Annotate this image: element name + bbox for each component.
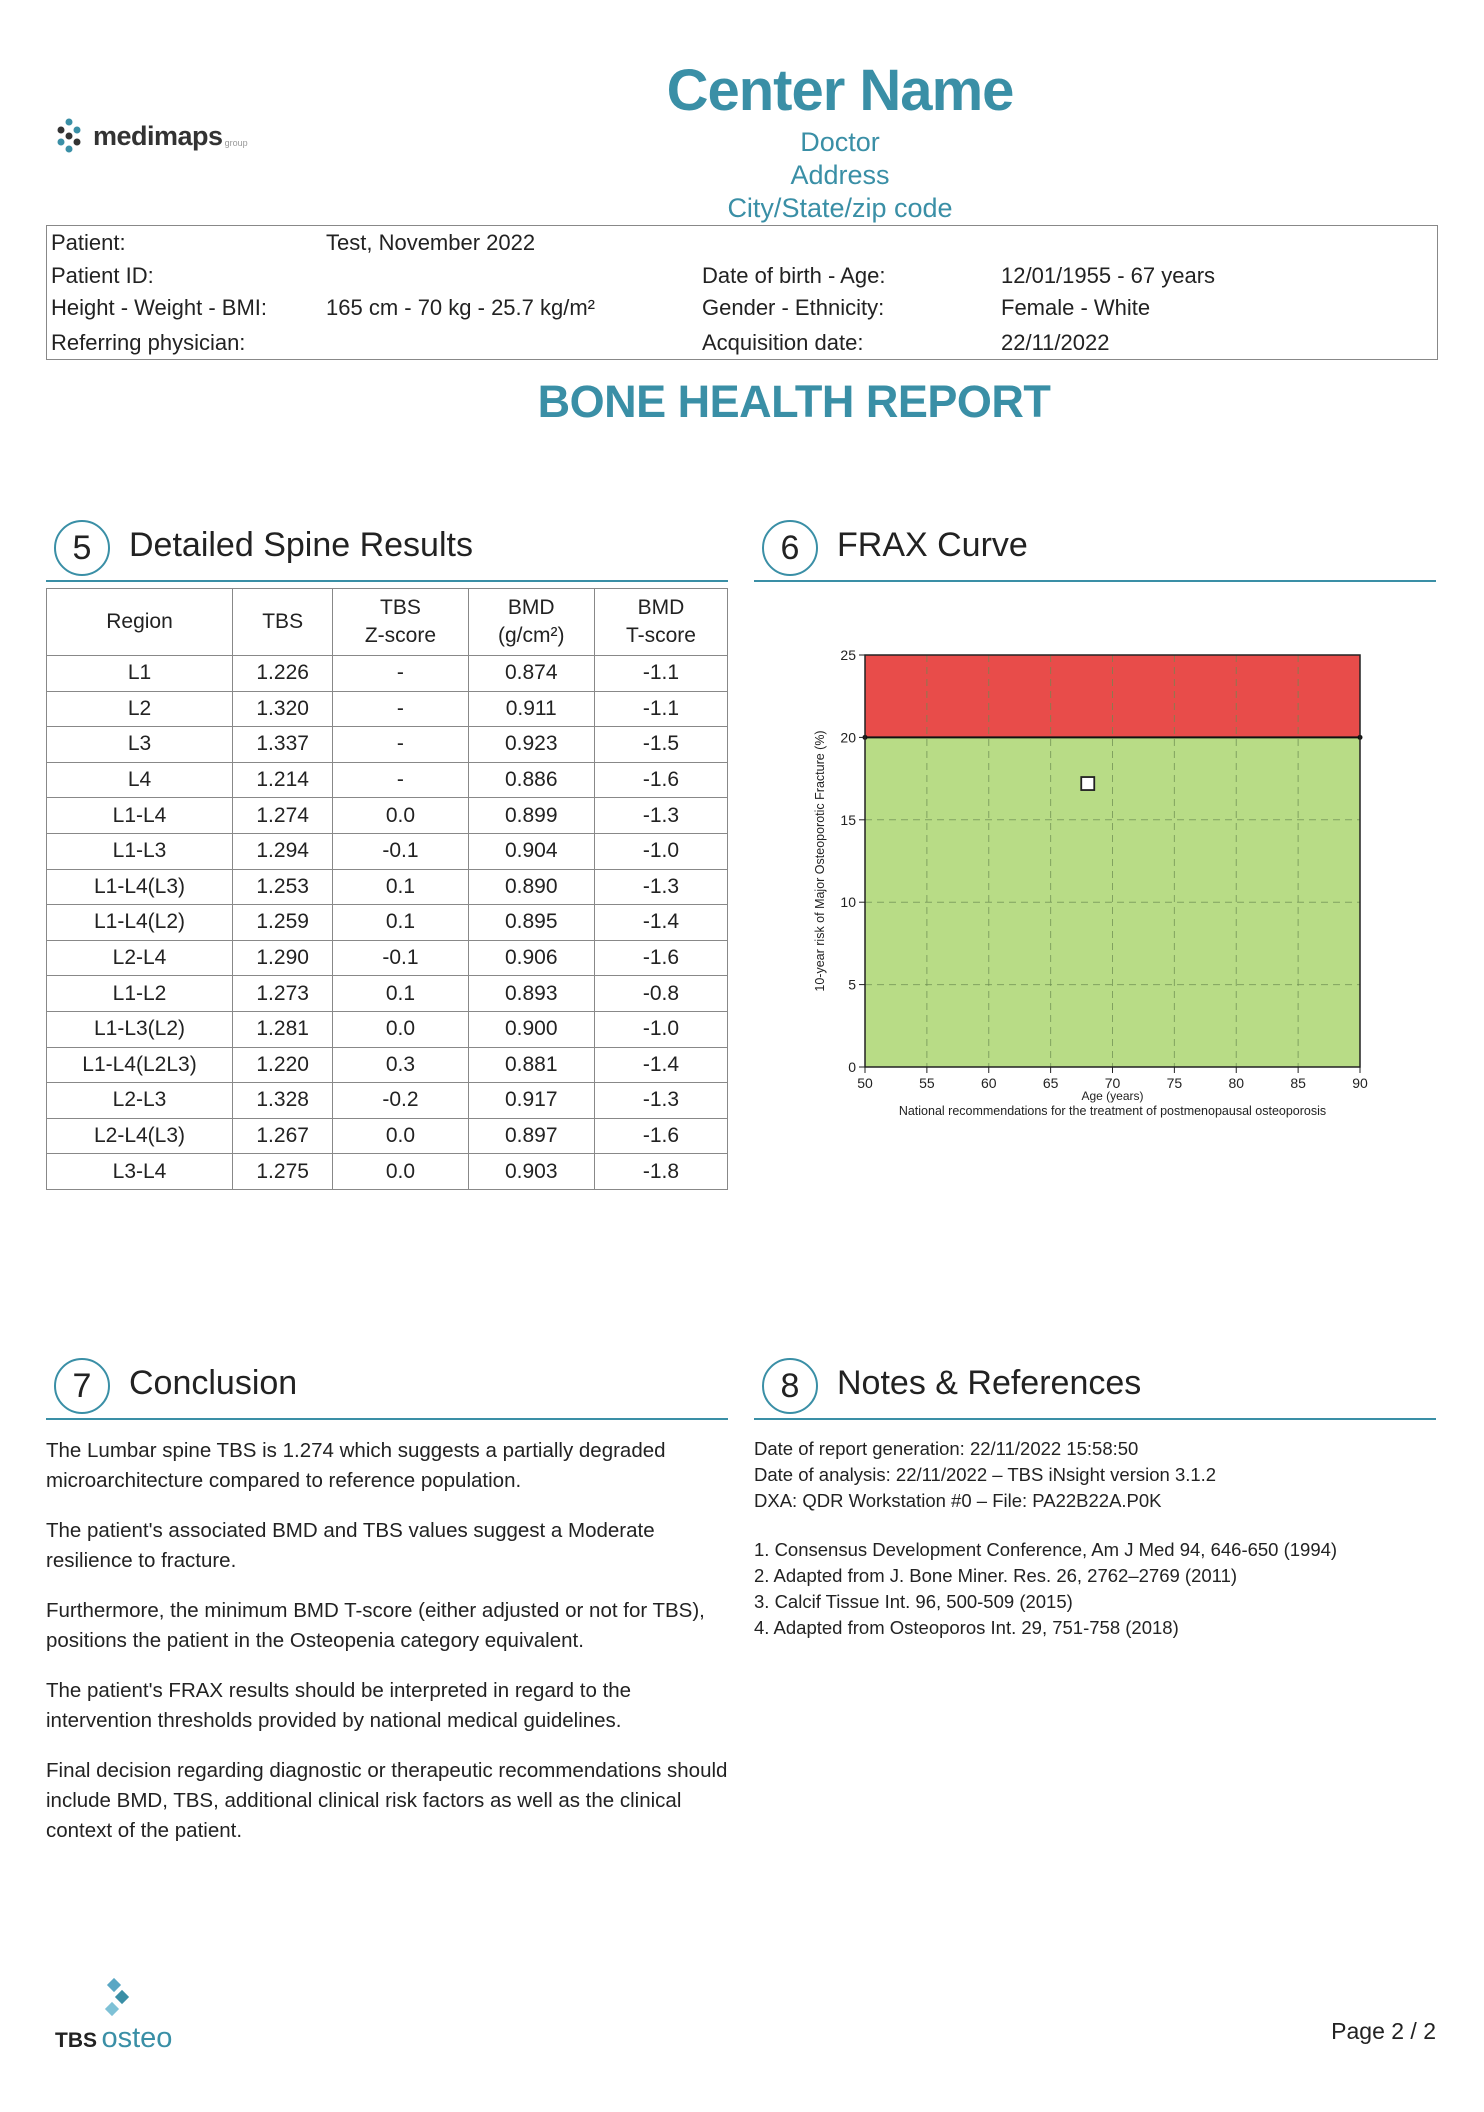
table-row (47, 762, 728, 798)
table-row (47, 869, 728, 905)
table-cell: 1.320 (233, 691, 333, 727)
table-cell: 0.903 (468, 1154, 594, 1190)
table-cell: -1.6 (594, 762, 727, 798)
column-header: BMD (g/cm²) (468, 589, 594, 656)
table-cell: -1.3 (594, 869, 727, 905)
section-7-title: Conclusion (129, 1364, 298, 1402)
note-dxa: DXA: QDR Workstation #0 – File: PA22B22A.P0K (754, 1490, 1162, 1511)
patient-value: Test, November 2022 (326, 230, 536, 255)
table-cell: L1-L4(L3) (47, 869, 233, 905)
table-cell: 1.259 (233, 905, 333, 941)
table-row (47, 940, 728, 976)
doctor-name: Doctor (800, 127, 880, 157)
table-cell: 1.290 (233, 940, 333, 976)
table-cell: -1.0 (594, 833, 727, 869)
table-cell: L2-L4 (47, 940, 233, 976)
table-cell: -0.8 (594, 976, 727, 1012)
conclusion-paragraph-3: Furthermore, the minimum BMD T-score (either adjusted or not for TBS), positions the patient in the Osteopenia category equivalent. (46, 1599, 705, 1652)
table-cell: -1.4 (594, 905, 727, 941)
table-cell: 1.337 (233, 727, 333, 763)
height-weight-label: Height - Weight - BMI: (51, 295, 267, 320)
y-tick-label: 20 (840, 729, 856, 746)
table-cell: -1.0 (594, 1011, 727, 1047)
x-tick-label: 80 (1228, 1075, 1245, 1091)
table-cell: 0.906 (468, 940, 594, 976)
table-cell: 0.1 (333, 976, 468, 1012)
medimaps-logo (55, 118, 248, 154)
patient-point (1081, 777, 1094, 790)
table-cell: -1.3 (594, 1083, 727, 1119)
table-cell: -0.1 (333, 833, 468, 869)
table-cell: 0.917 (468, 1083, 594, 1119)
patient-info-box (46, 225, 1438, 360)
section-5-header (46, 520, 728, 582)
height-weight-value: 165 cm - 70 kg - 25.7 kg/m² (326, 295, 595, 320)
x-tick-label: 75 (1166, 1075, 1183, 1091)
y-tick-label: 10 (840, 894, 856, 911)
acquisition-value: 22/11/2022 (1001, 330, 1110, 355)
table-cell: 0.911 (468, 691, 594, 727)
table-cell: -1.3 (594, 798, 727, 834)
x-tick-label: 55 (919, 1075, 935, 1091)
conclusion-paragraph-1: The Lumbar spine TBS is 1.274 which suggests a partially degraded microarchitecture compared to reference population. (46, 1439, 666, 1492)
table-row (47, 798, 728, 834)
column-header: TBS Z-score (333, 589, 468, 656)
x-tick-label: 90 (1352, 1075, 1368, 1091)
medimaps-logo-text: medimaps (93, 120, 223, 151)
table-row (47, 976, 728, 1012)
table-cell: 0.900 (468, 1011, 594, 1047)
table-cell: 1.275 (233, 1154, 333, 1190)
table-cell: - (333, 656, 468, 692)
table-cell: - (333, 762, 468, 798)
conclusion-paragraph-4: The patient's FRAX results should be interpreted in regard to the intervention thresholds provided by national medical guidelines. (46, 1679, 632, 1732)
table-cell: L2-L3 (47, 1083, 233, 1119)
section-8-title: Notes & References (837, 1364, 1142, 1402)
table-cell: 1.281 (233, 1011, 333, 1047)
table-cell: 1.273 (233, 976, 333, 1012)
patient-label: Patient: (51, 230, 126, 255)
acquisition-label: Acquisition date: (702, 330, 864, 355)
table-cell: - (333, 727, 468, 763)
table-row (47, 727, 728, 763)
column-header: TBS (233, 589, 333, 656)
table-cell: L1-L2 (47, 976, 233, 1012)
table-cell: 0.899 (468, 798, 594, 834)
table-cell: 0.895 (468, 905, 594, 941)
table-row (47, 691, 728, 727)
report-title: BONE HEALTH REPORT (537, 376, 1051, 427)
gender-label: Gender - Ethnicity: (702, 295, 885, 320)
x-tick-label: 50 (857, 1075, 873, 1091)
table-cell: 0.0 (333, 1011, 468, 1047)
table-cell: -0.2 (333, 1083, 468, 1119)
gender-value: Female - White (1001, 295, 1151, 320)
section-5-title: Detailed Spine Results (129, 526, 473, 564)
x-tick-label: 70 (1104, 1075, 1121, 1091)
table-row (47, 905, 728, 941)
section-8-number: 8 (762, 1358, 818, 1414)
section-6-number: 6 (762, 520, 818, 576)
table-row (47, 1083, 728, 1119)
table-cell: L2-L4(L3) (47, 1118, 233, 1154)
table-cell: -1.6 (594, 940, 727, 976)
table-cell: - (333, 691, 468, 727)
table-cell: L1-L3 (47, 833, 233, 869)
section-7-number: 7 (54, 1358, 110, 1414)
table-cell: 1.274 (233, 798, 333, 834)
table-cell: L4 (47, 762, 233, 798)
table-cell: L1-L3(L2) (47, 1011, 233, 1047)
section-6-header (754, 520, 1436, 582)
table-row (47, 656, 728, 692)
table-cell: L2 (47, 691, 233, 727)
section-5-number: 5 (54, 520, 110, 576)
table-cell: L1-L4(L2L3) (47, 1047, 233, 1083)
table-header-row (47, 589, 728, 656)
reference-item: 3. Calcif Tissue Int. 96, 500-509 (2015) (754, 1591, 1073, 1612)
table-cell: L3 (47, 727, 233, 763)
table-cell: 0.874 (468, 656, 594, 692)
table-cell: 0.0 (333, 1154, 468, 1190)
tbs-logo-light: osteo (101, 2022, 173, 2054)
note-analysis-date: Date of analysis: 22/11/2022 – TBS iNsight version 3.1.2 (754, 1464, 1217, 1485)
table-cell: 0.1 (333, 905, 468, 941)
tbs-logo-bold: TBS (55, 2029, 97, 2052)
reference-item: 2. Adapted from J. Bone Miner. Res. 26, 2762–2769 (2011) (754, 1565, 1238, 1586)
column-header: Region (47, 589, 233, 656)
table-cell: 1.267 (233, 1118, 333, 1154)
chart-caption: National recommendations for the treatment of postmenopausal osteoporosis (898, 1104, 1327, 1118)
table-cell: -1.1 (594, 656, 727, 692)
dob-value: 12/01/1955 - 67 years (1001, 263, 1216, 288)
reference-item: 4. Adapted from Osteoporos Int. 29, 751-758 (2018) (754, 1617, 1179, 1638)
dob-label: Date of birth - Age: (702, 263, 886, 288)
table-row (47, 1118, 728, 1154)
table-cell: 0.0 (333, 798, 468, 834)
x-axis-label: Age (years) (1081, 1089, 1144, 1103)
table-cell: 0.890 (468, 869, 594, 905)
table-cell: 1.220 (233, 1047, 333, 1083)
table-cell: 0.893 (468, 976, 594, 1012)
table-cell: -1.6 (594, 1118, 727, 1154)
table-cell: -1.4 (594, 1047, 727, 1083)
table-cell: 0.3 (333, 1047, 468, 1083)
tbs-logo-icon (95, 1978, 135, 2020)
table-cell: 1.253 (233, 869, 333, 905)
table-cell: -0.1 (333, 940, 468, 976)
x-tick-label: 60 (980, 1075, 997, 1091)
medimaps-logo-icon (55, 118, 85, 154)
center-block (600, 56, 1080, 225)
y-tick-label: 5 (848, 976, 856, 993)
table-row (47, 1047, 728, 1083)
table-cell: 1.328 (233, 1083, 333, 1119)
patient-id-label: Patient ID: (51, 263, 154, 288)
table-cell: 0.0 (333, 1118, 468, 1154)
table-cell: 0.897 (468, 1118, 594, 1154)
table-row (47, 833, 728, 869)
note-report-generation: Date of report generation: 22/11/2022 15:58:50 (754, 1438, 1139, 1459)
center-city: City/State/zip code (727, 193, 953, 223)
table-cell: 0.886 (468, 762, 594, 798)
table-cell: 0.923 (468, 727, 594, 763)
spine-results-table (46, 588, 728, 1190)
column-header: BMD T-score (594, 589, 727, 656)
table-cell: -1.8 (594, 1154, 727, 1190)
table-cell: L3-L4 (47, 1154, 233, 1190)
table-row (47, 1011, 728, 1047)
table-cell: 0.1 (333, 869, 468, 905)
conclusion-paragraph-2: The patient's associated BMD and TBS values suggest a Moderate resilience to fracture. (46, 1519, 655, 1572)
table-cell: L1-L4(L2) (47, 905, 233, 941)
x-tick-label: 65 (1042, 1075, 1059, 1091)
table-row (47, 1154, 728, 1190)
center-name: Center Name (666, 58, 1014, 123)
tbs-osteo-logo (55, 1978, 172, 2055)
section-8-header (754, 1358, 1436, 1420)
table-cell: L1 (47, 656, 233, 692)
conclusion-paragraph-5: Final decision regarding diagnostic or therapeutic recommendations should include BMD, TBS, additional clinical risk factors as well as the clinical context of the patient. (46, 1759, 728, 1842)
frax-curve-chart (800, 630, 1400, 1150)
reference-item: 1. Consensus Development Conference, Am J Med 94, 646-650 (1994) (754, 1539, 1338, 1560)
table-cell: 1.226 (233, 656, 333, 692)
y-tick-label: 15 (840, 811, 856, 828)
y-tick-label: 25 (840, 647, 856, 663)
y-axis-label: 10-year risk of Major Osteoporotic Fracture (%) (813, 730, 827, 992)
table-cell: 1.214 (233, 762, 333, 798)
section-6-title: FRAX Curve (837, 526, 1028, 564)
medimaps-logo-subtext: group (224, 138, 248, 148)
table-cell: 0.904 (468, 833, 594, 869)
table-cell: L1-L4 (47, 798, 233, 834)
page-number: Page 2 / 2 (1331, 2018, 1436, 2044)
table-cell: 0.881 (468, 1047, 594, 1083)
referring-label: Referring physician: (51, 330, 246, 355)
x-tick-label: 85 (1290, 1075, 1306, 1091)
section-7-header (46, 1358, 728, 1420)
center-address: Address (790, 160, 890, 190)
y-tick-label: 0 (848, 1059, 856, 1075)
table-cell: -1.5 (594, 727, 727, 763)
table-cell: -1.1 (594, 691, 727, 727)
table-cell: 1.294 (233, 833, 333, 869)
